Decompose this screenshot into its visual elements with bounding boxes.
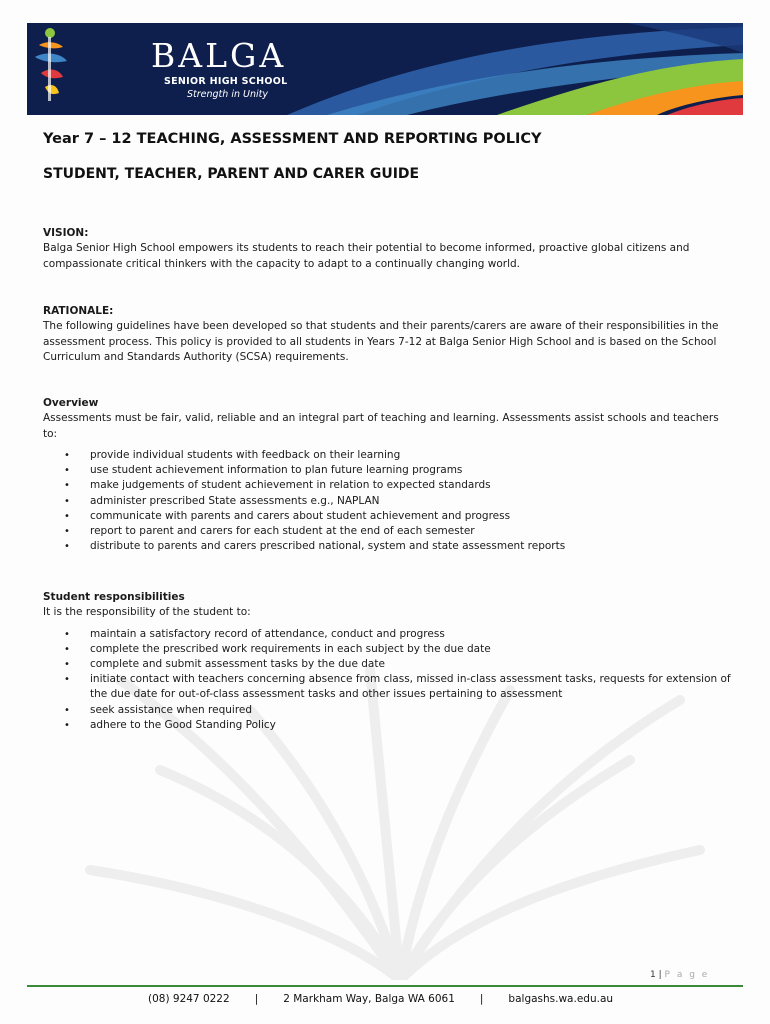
list-item: • initiate contact with teachers concerning absence from class, missed in-class assessment tasks, requests for extension of the due date for out-of-class assessment tasks and other issues pertaining to assessment <box>43 672 733 702</box>
document-subtitle: STUDENT, TEACHER, PARENT AND CARER GUIDE <box>43 166 420 182</box>
footer-separator: | <box>254 993 259 1005</box>
rationale-text: The following guidelines have been developed so that students and their parents/carers are aware of their responsibilities in the assessment process. This policy is provided to all students in Years 7-12 at Balga Senior High School and is based on the School Curriculum and Standards Authority (SCSA) requirements. <box>43 320 719 363</box>
list-item: • administer prescribed State assessments e.g., NAPLAN <box>43 494 733 509</box>
page-number-bar: | <box>658 970 662 980</box>
list-item: • maintain a satisfactory record of attendance, conduct and progress <box>43 627 733 642</box>
footer-phone: (08) 9247 0222 <box>148 993 230 1005</box>
school-motto: Strength in Unity <box>187 89 268 100</box>
student-responsibilities-list <box>43 627 733 733</box>
footer-separator: | <box>479 993 484 1005</box>
list-item: • use student achievement information to plan future learning programs <box>43 463 733 478</box>
school-type-text: SENIOR HIGH SCHOOL <box>164 76 288 87</box>
document-title: Year 7 – 12 TEACHING, ASSESSMENT AND REPORTING POLICY <box>43 131 542 147</box>
rationale-section <box>43 304 733 366</box>
school-name-logo-text: BALGA <box>151 36 287 75</box>
list-item: • provide individual students with feedback on their learning <box>43 448 733 463</box>
list-item: • report to parent and carers for each student at the end of each semester <box>43 524 733 539</box>
overview-list <box>43 448 733 554</box>
overview-text: Assessments must be fair, valid, reliable and an integral part of teaching and learning. Assessments assist schools and teachers to: <box>43 412 719 440</box>
footer-website: balgashs.wa.edu.au <box>508 993 614 1005</box>
page-number-value: 1 <box>650 970 656 980</box>
list-item: • distribute to parents and carers prescribed national, system and state assessment reports <box>43 539 733 554</box>
list-item: • complete the prescribed work requirements in each subject by the due date <box>43 642 733 657</box>
student-responsibilities-heading: Student responsibilities <box>43 591 185 603</box>
rationale-heading: RATIONALE: <box>43 305 114 317</box>
overview-section <box>43 396 733 554</box>
banner-swoosh-graphic <box>27 23 743 115</box>
footer-contact <box>148 993 613 1005</box>
list-item: • communicate with parents and carers about student achievement and progress <box>43 509 733 524</box>
list-item: • seek assistance when required <box>43 703 733 718</box>
vision-heading: VISION: <box>43 227 89 239</box>
list-item: • adhere to the Good Standing Policy <box>43 718 733 733</box>
page-number <box>650 970 709 980</box>
page-number-label: P a g e <box>664 970 710 980</box>
list-item: • make judgements of student achievement in relation to expected standards <box>43 478 733 493</box>
vision-section <box>43 226 733 272</box>
student-responsibilities-text: It is the responsibility of the student to: <box>43 606 251 618</box>
vision-text: Balga Senior High School empowers its students to reach their potential to become informed, proactive global citizens and compassionate critical thinkers with the capacity to adapt to a continually changing world. <box>43 242 690 270</box>
overview-heading: Overview <box>43 397 99 409</box>
school-crest-icon <box>27 23 73 105</box>
footer-divider <box>27 985 743 987</box>
student-responsibilities-section <box>43 590 733 733</box>
list-item: • complete and submit assessment tasks by the due date <box>43 657 733 672</box>
school-letterhead-banner <box>27 23 743 115</box>
footer-address: 2 Markham Way, Balga WA 6061 <box>283 993 455 1005</box>
